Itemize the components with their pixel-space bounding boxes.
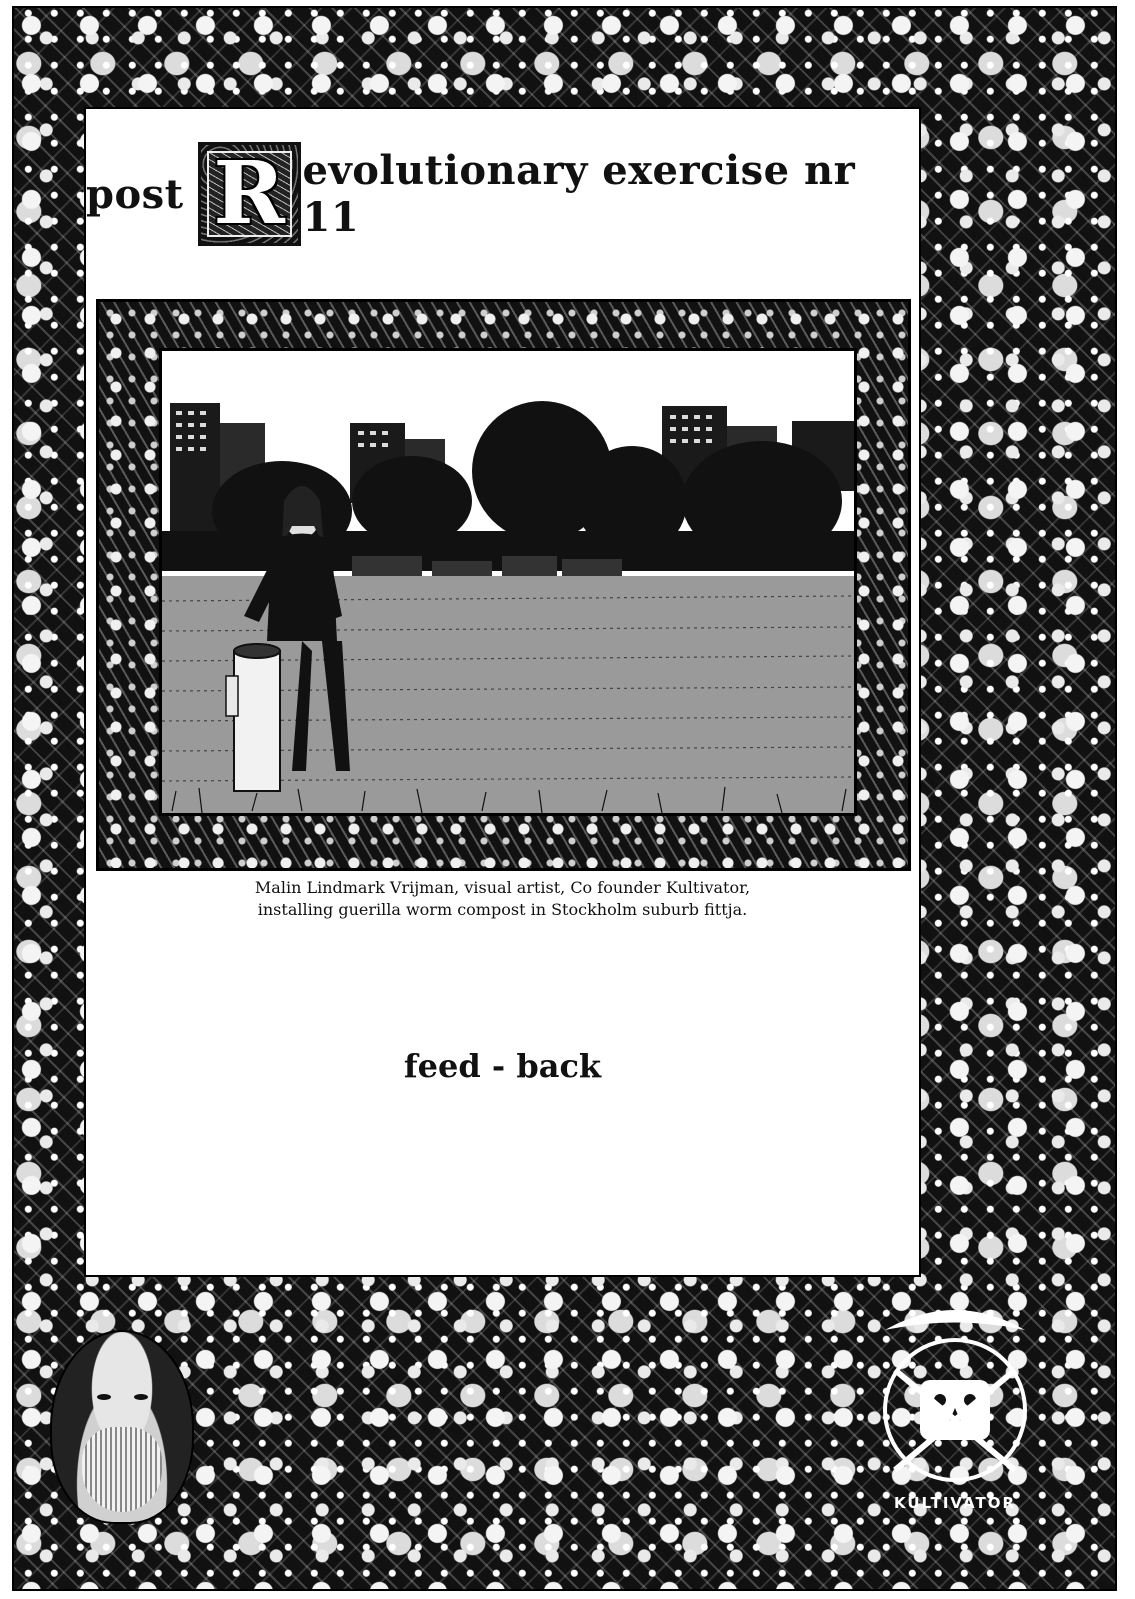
section-heading: feed - back bbox=[403, 1047, 602, 1085]
photo-caption bbox=[86, 877, 919, 921]
kultivator-emblem bbox=[865, 1290, 1045, 1520]
portrait-left-eye bbox=[97, 1394, 111, 1400]
portrait-right-eye bbox=[134, 1394, 148, 1400]
title-word-post: post bbox=[86, 170, 184, 218]
drop-cap-letter: R bbox=[213, 143, 285, 244]
emblem-bird-wings bbox=[885, 1310, 1025, 1330]
title-rest: evolutionary exercise nr 11 bbox=[302, 147, 856, 241]
compost-bin bbox=[226, 644, 280, 791]
photo-illustration bbox=[162, 351, 854, 813]
photo-artist-installing-compost bbox=[159, 348, 857, 816]
caption-line-1: Malin Lindmark Vrijman, visual artist, Co founder Kultivator, bbox=[254, 878, 751, 897]
emblem-label: KULTIVATOR bbox=[894, 1494, 1016, 1512]
page-panel bbox=[84, 107, 921, 1277]
portrait-beard bbox=[82, 1427, 162, 1512]
emblem-graphic bbox=[865, 1290, 1045, 1520]
illuminated-drop-cap bbox=[198, 142, 301, 246]
ornamental-photo-frame bbox=[96, 299, 911, 871]
page-title bbox=[86, 139, 919, 249]
caption-line-2: installing guerilla worm compost in Stockholm suburb fittja. bbox=[257, 900, 748, 919]
bearded-man-portrait bbox=[50, 1330, 194, 1524]
